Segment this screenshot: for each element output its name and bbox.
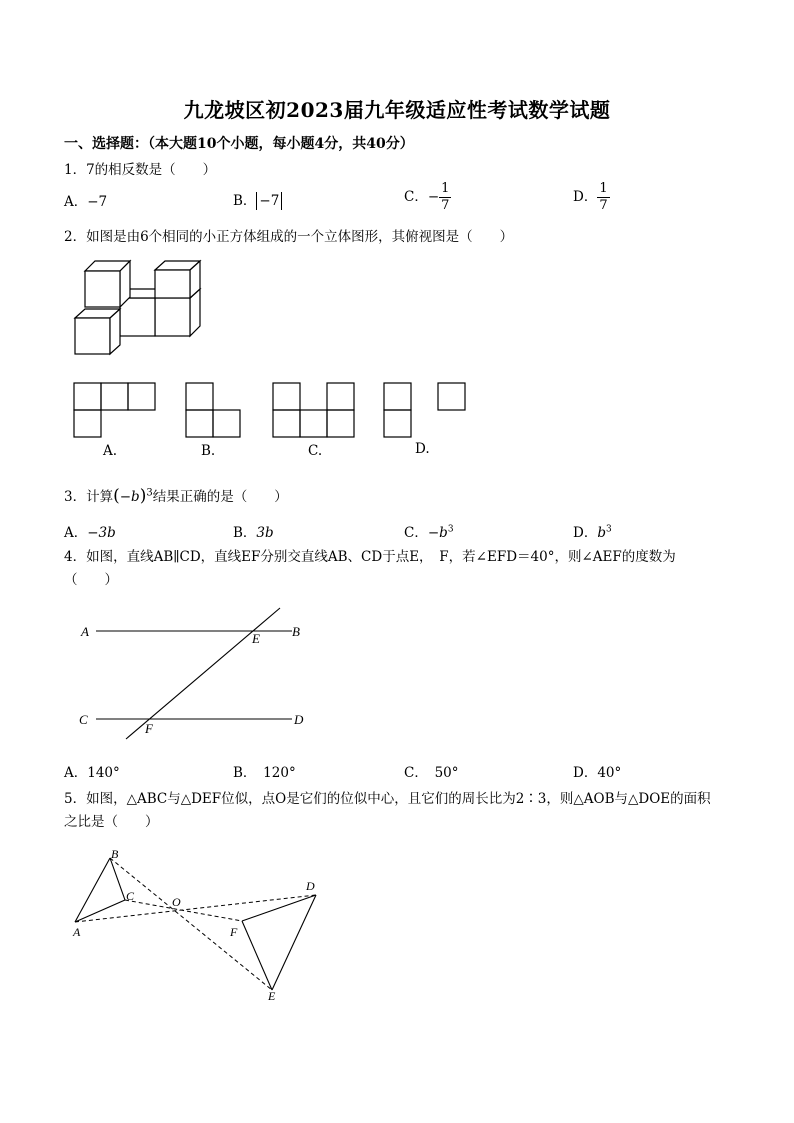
- expression: −b: [119, 489, 140, 505]
- page-title: 九龙坡区初2023届九年级适应性考试数学试题: [183, 98, 611, 122]
- point-d-label: D: [306, 879, 315, 893]
- q5-stem-line1: 5．如图，△ABC与△DEF位似，点O是它们的位似中心，且它们的周长比为2∶3，则△AOB与△DOE的面积: [64, 791, 711, 807]
- option-label: A．: [64, 194, 88, 210]
- q3-stem: [64, 485, 288, 506]
- option-label: D．: [573, 189, 598, 205]
- q4-option-c: C． 50°: [404, 765, 459, 781]
- option-label: B．: [233, 193, 257, 209]
- numerator: 1: [441, 181, 450, 196]
- q2-shape-b: [184, 382, 244, 440]
- option-label: D．: [573, 525, 598, 541]
- q2-shape-a: [72, 382, 158, 440]
- point-f-label: F: [230, 925, 238, 939]
- point-e-label: E: [268, 989, 276, 1003]
- q1-stem: 1．7的相反数是（ ）: [64, 162, 217, 178]
- stem-suffix: 结果正确的是（ ）: [152, 489, 288, 505]
- point-a-label: A: [81, 624, 89, 639]
- point-c-label: C: [126, 889, 135, 903]
- option-label: B．: [233, 525, 257, 541]
- exponent: 3: [605, 524, 612, 535]
- option-label: A．: [64, 525, 88, 541]
- q2-option-b: B.: [201, 443, 216, 459]
- q2-option-a: A.: [103, 443, 118, 459]
- point-d-label: D: [294, 712, 304, 727]
- q3-option-c: [404, 521, 454, 541]
- option-value: −7: [87, 194, 108, 210]
- point-b-label: B: [111, 847, 119, 861]
- point-f-label: F: [145, 721, 153, 736]
- q2-option-c: C.: [308, 443, 323, 459]
- exponent: 3: [447, 524, 454, 535]
- q1-option-a: [64, 190, 107, 210]
- numerator: 1: [599, 181, 608, 196]
- option-value: b: [597, 525, 606, 541]
- option-value: −b: [427, 525, 448, 541]
- option-value: 3b: [256, 525, 274, 541]
- q4-stem-line1: 4．如图，直线AB∥CD，直线EF分别交直线AB、CD于点E， F，若∠EFD＝40°，则∠AEF的度数为: [64, 549, 676, 565]
- q3-option-d: [573, 521, 612, 541]
- fraction: [439, 181, 451, 214]
- q3-option-a: [64, 521, 116, 541]
- q4-option-b: B． 120°: [233, 765, 296, 781]
- option-value: −3b: [87, 525, 116, 541]
- q2-option-d: D.: [415, 441, 430, 457]
- point-b-label: B: [292, 624, 300, 639]
- option-label: C．: [404, 525, 428, 541]
- cube-stack-figure: [60, 250, 220, 360]
- section-heading: 一、选择题：（本大题10个小题，每小题4分，共40分）: [64, 136, 414, 152]
- exponent: 3: [146, 487, 153, 499]
- q2-shape-d: [382, 382, 470, 440]
- point-e-label: E: [252, 631, 260, 646]
- point-a-label: A: [73, 925, 81, 939]
- q4-option-a: A．140°: [64, 765, 120, 781]
- homothety-figure: [66, 843, 336, 1008]
- denominator: 7: [599, 198, 608, 213]
- option-label: C．−: [404, 189, 440, 205]
- q4-stem-line2: （ ）: [64, 572, 118, 588]
- stem-prefix: 3．计算: [64, 489, 114, 505]
- q2-stem: 2．如图是由6个相同的小正方体组成的一个立体图形，其俯视图是（ ）: [64, 229, 514, 245]
- q3-option-b: [233, 521, 274, 541]
- denominator: 7: [441, 198, 450, 213]
- close-paren: ): [139, 486, 147, 506]
- parallel-lines-figure: [70, 600, 320, 745]
- q5-stem-line2: 之比是（ ）: [64, 814, 159, 830]
- fraction: [597, 181, 609, 214]
- absolute-value: −7: [256, 192, 282, 210]
- q1-option-c: [404, 181, 451, 214]
- q2-shape-c: [271, 382, 357, 440]
- q1-option-d: [573, 181, 610, 214]
- q4-option-d: D．40°: [573, 765, 622, 781]
- point-o-label: O: [172, 895, 181, 909]
- open-paren: (: [113, 486, 120, 506]
- point-c-label: C: [79, 712, 88, 727]
- q1-option-b: [233, 189, 282, 210]
